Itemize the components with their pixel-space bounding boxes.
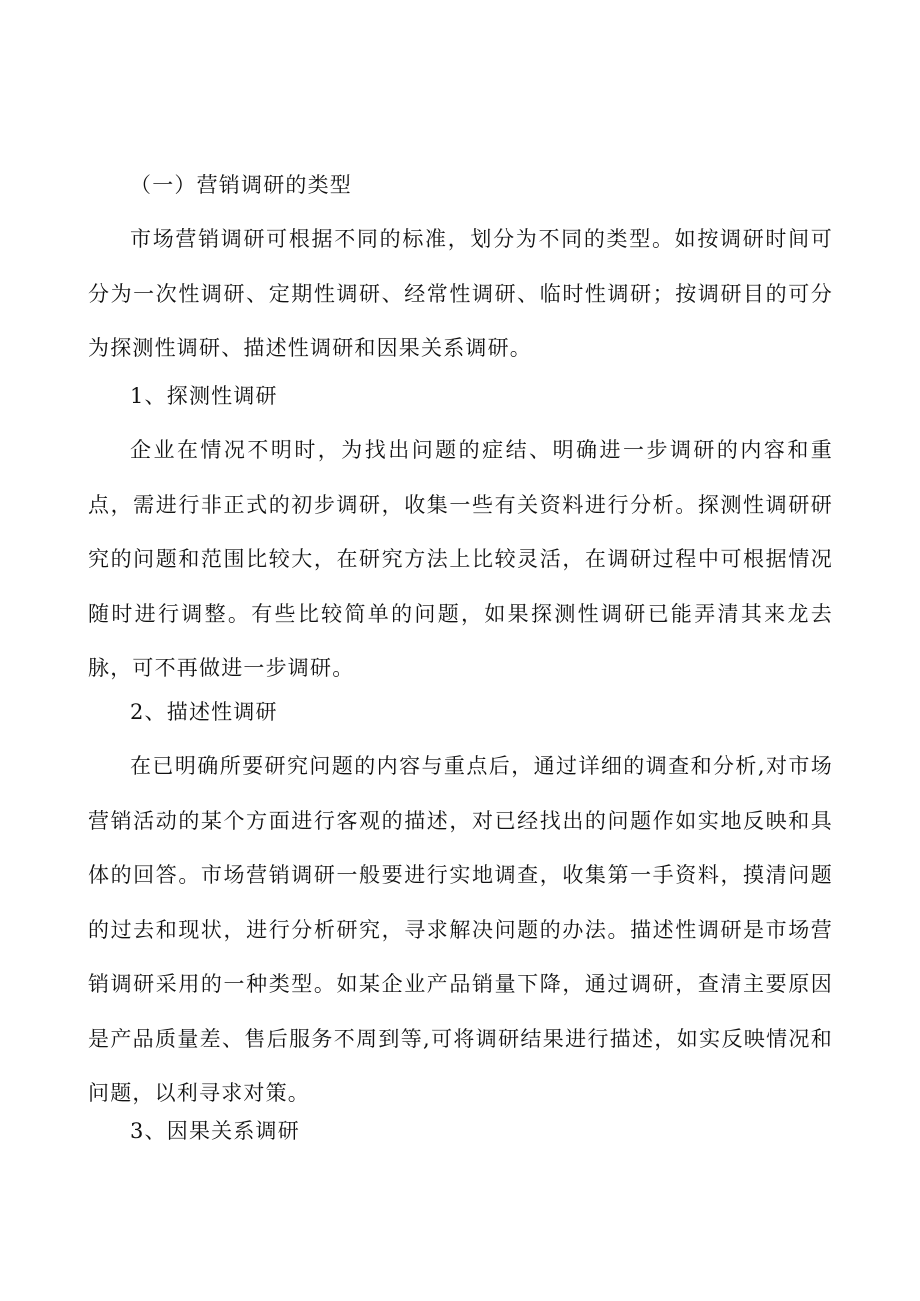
subheading-causal: 3、因果关系调研 [130,1119,300,1143]
paragraph-exploratory: 企业在情况不明时，为找出问题的症结、明确进一步调研的内容和重点，需进行非正式的初步调研，收集一些有关资料进行分析。探测性调研研究的问题和范围比较大，在研究方法上比较灵活，在调研过程中可根据情况随时进行调整。有些比较简单的问题，如果探测性调研已能弄清其来龙去脉，可不再做进一步调研。 [88,438,833,680]
subheading-descriptive: 2、描述性调研 [130,700,278,724]
section-heading: （一）营销调研的类型 [130,173,352,197]
intro-paragraph: 市场营销调研可根据不同的标准，划分为不同的类型。如按调研时间可分为一次性调研、定期性调研、经常性调研、临时性调研；按调研目的可分为探测性调研、描述性调研和因果关系调研。 [88,227,833,360]
paragraph-descriptive: 在已明确所要研究问题的内容与重点后，通过详细的调查和分析,对市场营销活动的某个方面进行客观的描述，对已经找出的问题作如实地反映和具体的回答。市场营销调研一般要进行实地调查，收集第一手资料，摸清问题的过去和现状，进行分析研究，寻求解决问题的办法。描述性调研是市场营销调研采用的一种类型。如某企业产品销量下降，通过调研，查清主要原因是产品质量差、售后服务不周到等,可将调研结果进行描述，如实反映情况和问题，以利寻求对策。 [88,754,833,1105]
subheading-exploratory: 1、探测性调研 [130,384,278,408]
